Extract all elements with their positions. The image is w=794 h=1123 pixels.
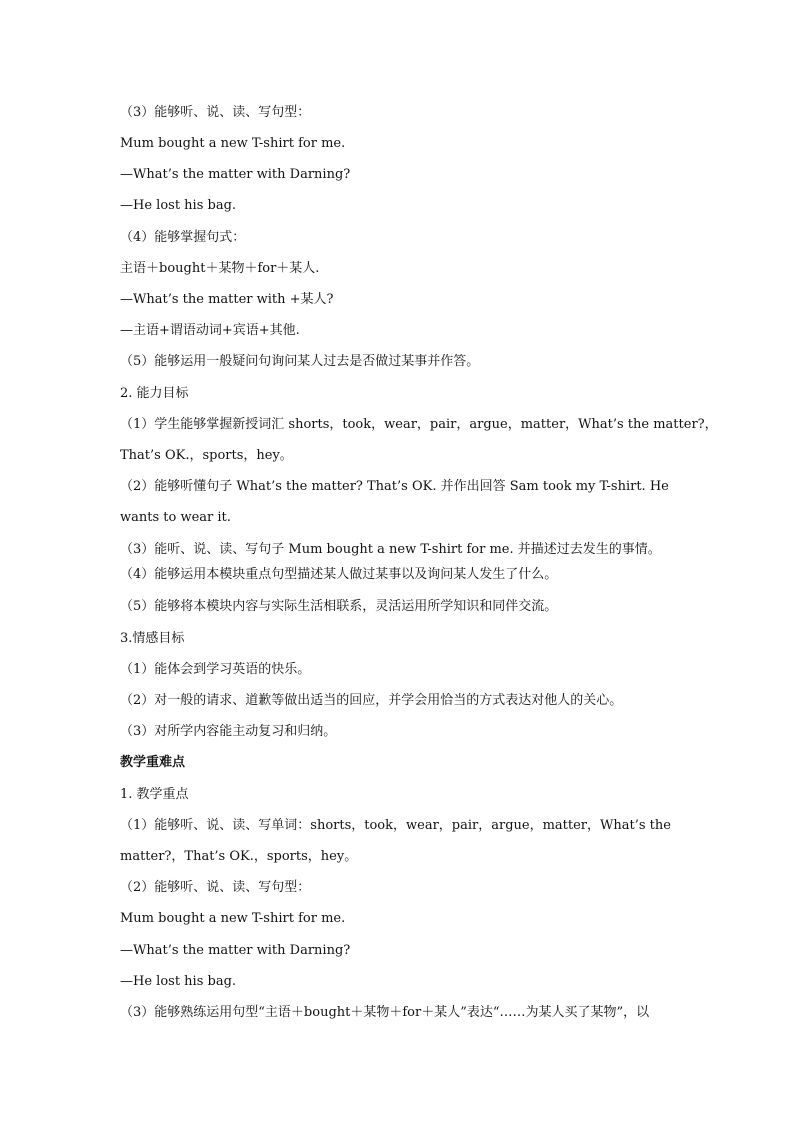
text-line: —What’s the matter with +某人? xyxy=(120,292,334,307)
section-heading: 2. 能力目标 xyxy=(120,386,189,401)
text-line: （4）能够掌握句式： xyxy=(120,230,246,245)
text-line: —He lost his bag. xyxy=(120,198,237,213)
text-line: （3）能听、说、读、写句子 Mum bought a new T-shirt for me. 并描述过去发生的事情。 xyxy=(120,542,661,557)
text-line: That’s OK.，sports，hey。 xyxy=(120,448,293,463)
text-line: Mum bought a new T-shirt for me. xyxy=(120,136,346,151)
text-line: （4）能够运用本模块重点句型描述某人做过某事以及询问某人发生了什么。 xyxy=(120,567,558,582)
text-line: —What’s the matter with Darning? xyxy=(120,167,351,182)
text-line: 主语＋bought＋某物＋for＋某人. xyxy=(120,261,320,276)
text-line: （5）能够将本模块内容与实际生活相联系，灵活运用所学知识和同伴交流。 xyxy=(120,599,558,614)
section-title: 教学重难点 xyxy=(120,755,186,770)
text-line: （3）能够听、说、读、写句型： xyxy=(120,105,311,120)
text-line: （1）学生能够掌握新授词汇 shorts，took，wear，pair，argue，matter，What’s the matter?， xyxy=(120,417,718,432)
text-line: （1）能够听、说、读、写单词：shorts，took，wear，pair，argue，matter，What’s the xyxy=(120,818,671,833)
text-line: （1）能体会到学习英语的快乐。 xyxy=(120,662,311,677)
text-line: Mum bought a new T-shirt for me. xyxy=(120,911,346,926)
text-line: matter?，That’s OK.，sports，hey。 xyxy=(120,849,358,864)
section-heading: 1. 教学重点 xyxy=(120,787,189,802)
text-line: —What’s the matter with Darning? xyxy=(120,943,351,958)
text-line: —主语+谓语动词+宾语+其他. xyxy=(120,323,300,338)
section-heading: 3.情感目标 xyxy=(120,631,185,646)
text-line: （2）能够听懂句子 What’s the matter? That’s OK. 并作出回答 Sam took my T-shirt. He xyxy=(120,479,669,494)
text-line: （3）能够熟练运用句型“主语＋bought＋某物＋for＋某人”表达“……为某人买了某物”，以 xyxy=(120,1005,650,1020)
text-line: （3）对所学内容能主动复习和归纳。 xyxy=(120,724,337,739)
text-line: （2）能够听、说、读、写句型： xyxy=(120,880,311,895)
text-line: （2）对一般的请求、道歉等做出适当的回应，并学会用恰当的方式表达对他人的关心。 xyxy=(120,693,623,708)
text-line: wants to wear it. xyxy=(120,510,231,525)
text-line: —He lost his bag. xyxy=(120,974,237,989)
text-line: （5）能够运用一般疑问句询问某人过去是否做过某事并作答。 xyxy=(120,354,480,369)
